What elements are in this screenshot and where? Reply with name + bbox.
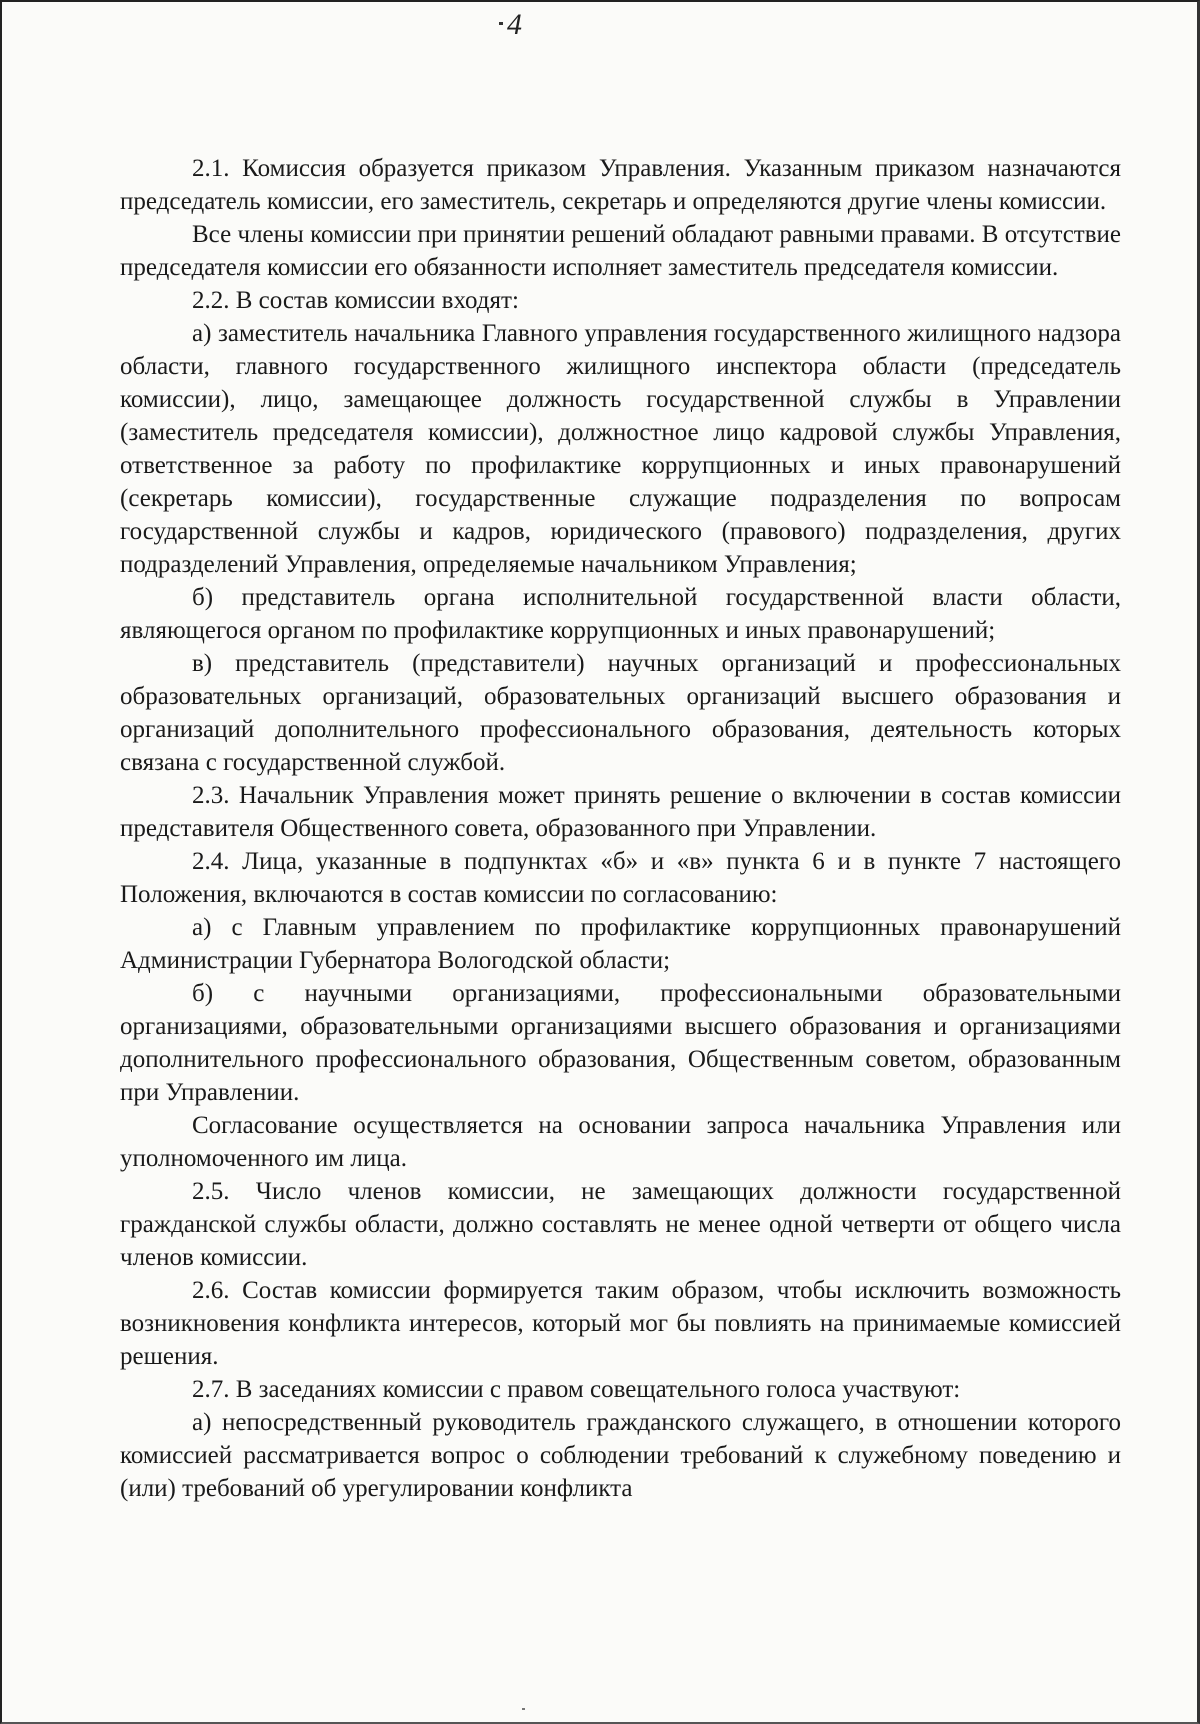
paragraph-2-2: 2.2. В состав комиссии входят:: [192, 287, 519, 314]
paragraph-2-7: 2.7. В заседаниях комиссии с правом совещательного голоса участвуют:: [192, 1376, 961, 1403]
paragraph-2-2-v: в) представитель (представители) научных организаций и профессиональных образовательных организаций, образовательных организаций высшего образования и организаций дополнительного профессионального образования, деятельность которых связана с государственной службой.: [120, 650, 1121, 776]
document-body: [120, 152, 1121, 1505]
scan-artifact: [522, 1708, 525, 1710]
paragraph-2-5: 2.5. Число членов комиссии, не замещающих должности государственной гражданской службы области, должно составлять не менее одной четверти от общего числа членов комиссии.: [120, 1178, 1121, 1271]
paragraph-approval: Согласование осуществляется на основании запроса начальника Управления или уполномоченного им лица.: [120, 1112, 1121, 1172]
paragraph-2-4-a: а) с Главным управлением по профилактике коррупционных правонарушений Администрации Губернатора Вологодской области;: [120, 914, 1121, 974]
paragraph-2-4-b: б) с научными организациями, профессиональными образовательными организациями, образовательными организациями высшего образования и организациями дополнительного профессионального образования, Общественным советом, образованным при Управлении.: [120, 980, 1121, 1106]
paragraph-2-3: 2.3. Начальник Управления может принять решение о включении в состав комиссии представителя Общественного совета, образованного при Управлении.: [120, 782, 1121, 842]
paragraph-2-2-a: а) заместитель начальника Главного управления государственного жилищного надзора области, главного государственного жилищного инспектора области (председатель комиссии), лицо, замещающее должность государственной службы в Управлении (заместитель председателя комиссии), должностное лицо кадровой службы Управления, ответственное за работу по профилактике коррупционных и иных правонарушений (секретарь комиссии), государственные служащие подразделения по вопросам государственной службы и кадров, юридического (правового) подразделения, других подразделений Управления, определяемые начальником Управления;: [120, 320, 1121, 578]
paragraph-2-6: 2.6. Состав комиссии формируется таким образом, чтобы исключить возможность возникновения конфликта интересов, который мог бы повлиять на принимаемые комиссией решения.: [120, 1277, 1121, 1370]
paragraph-2-4: 2.4. Лица, указанные в подпунктах «б» и «в» пункта 6 и в пункте 7 настоящего Положения, включаются в состав комиссии по согласованию:: [120, 848, 1121, 908]
paragraph-2-2-b: б) представитель органа исполнительной государственной власти области, являющегося органом по профилактике коррупционных и иных правонарушений;: [120, 584, 1121, 644]
paragraph-2-7-a: а) непосредственный руководитель гражданского служащего, в отношении которого комиссией рассматривается вопрос о соблюдении требований к служебному поведению и (или) требований об урегулировании конфликта: [120, 1409, 1121, 1502]
paragraph-equal-rights: Все члены комиссии при принятии решений обладают равными правами. В отсутствие председателя комиссии его обязанности исполняет заместитель председателя комиссии.: [120, 221, 1121, 281]
paragraph-2-1: 2.1. Комиссия образуется приказом Управления. Указанным приказом назначаются председатель комиссии, его заместитель, секретарь и определяются другие члены комиссии.: [120, 155, 1121, 215]
page-number: 4: [507, 8, 522, 41]
